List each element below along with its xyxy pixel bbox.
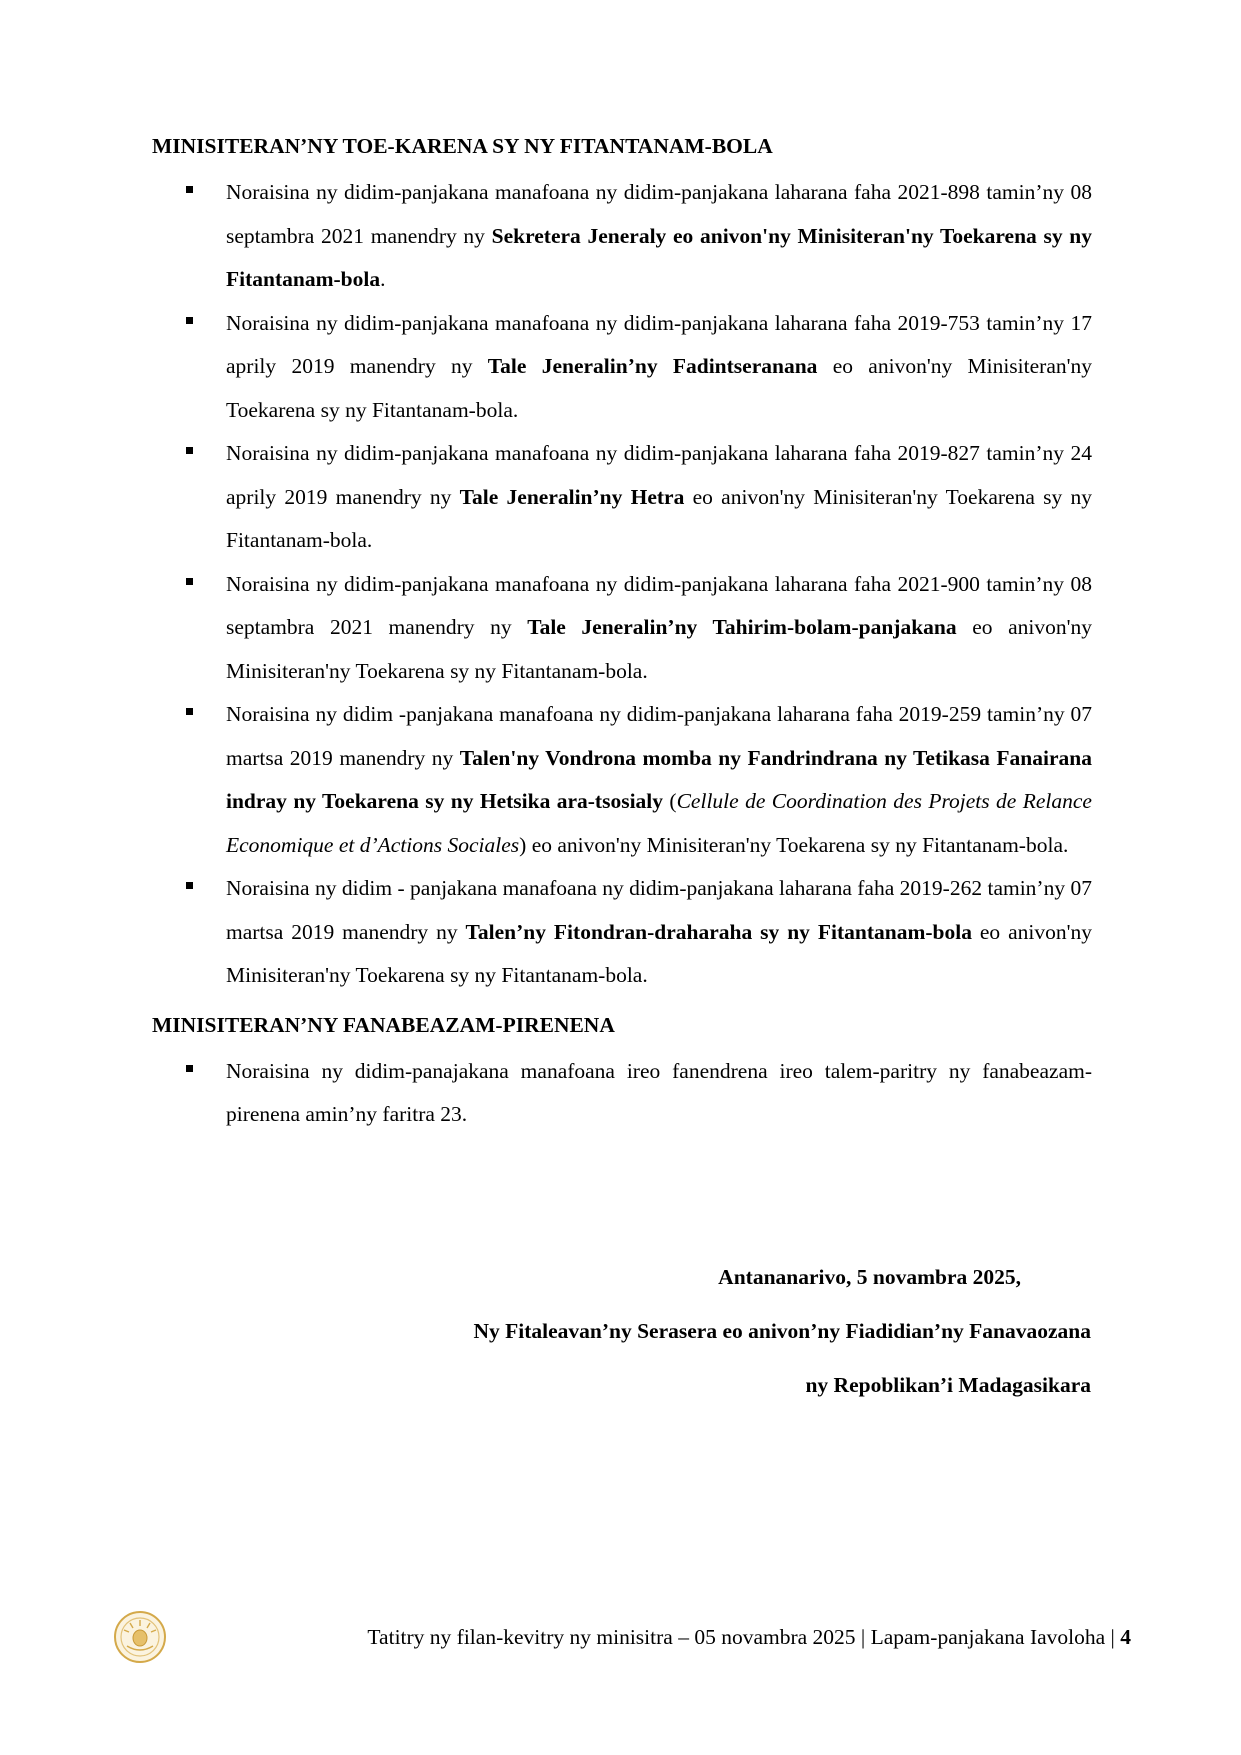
signoff-place-date: Antananarivo, 5 novambra 2025, xyxy=(718,1265,1021,1289)
list-item: Noraisina ny didim-panjakana manafoana ny didim-panjakana laharana faha 2021-900 tamin’ny 08 septambra 2021 manendry ny Tale Jeneralin’ny Tahirim-bolam-panjakana eo anivon'ny Minisiteran'ny Toekarena sy ny Fitantanam-bola. xyxy=(152,563,1092,694)
bullet-icon xyxy=(186,317,193,324)
seal-icon xyxy=(113,1610,167,1664)
signoff-line-1: Ny Fitaleavan’ny Serasera eo anivon’ny Fiadidian’ny Fanavaozana xyxy=(473,1319,1091,1343)
list-item: Noraisina ny didim-panajakana manafoana ireo fanendrena ireo talem-paritry ny fanabeazam-pirenena amin’ny faritra 23. xyxy=(152,1050,1092,1137)
bullet-icon xyxy=(186,447,193,454)
list-item: Noraisina ny didim-panjakana manafoana ny didim-panjakana laharana faha 2019-753 tamin’ny 17 aprily 2019 manendry ny Tale Jeneralin’ny Fadintseranana eo anivon'ny Minisiteran'ny Toekarena sy ny Fitantanam-bola. xyxy=(152,302,1092,433)
footer-text: Tatitry ny filan-kevitry ny minisitra – 05 novambra 2025 | Lapam-panjakana Iavoloha | 4 xyxy=(367,1625,1131,1649)
page-footer xyxy=(0,1610,1241,1660)
document-body xyxy=(152,131,1092,1137)
list-item: Noraisina ny didim-panjakana manafoana ny didim-panjakana laharana faha 2019-827 tamin’ny 24 aprily 2019 manendry ny Tale Jeneralin’ny Hetra eo anivon'ny Minisiteran'ny Toekarena sy ny Fitantanam-bola. xyxy=(152,432,1092,563)
bullet-icon xyxy=(186,186,193,193)
section-heading-education: MINISITERAN’NY FANABEAZAM-PIRENENA xyxy=(152,1012,615,1037)
bullet-icon xyxy=(186,882,193,889)
bullet-icon xyxy=(186,578,193,585)
section-list-education xyxy=(152,1050,1092,1137)
list-item: Noraisina ny didim -panjakana manafoana ny didim-panjakana laharana faha 2019-259 tamin’ny 07 martsa 2019 manendry ny Talen'ny Vondrona momba ny Fandrindrana ny Tetikasa Fanairana indray ny Toekarena sy ny Hetsika ara-tsosialy (Cellule de Coordination des Projets de Relance Economique et d’Actions Sociales) eo anivon'ny Minisiteran'ny Toekarena sy ny Fitantanam-bola. xyxy=(152,693,1092,867)
section-heading-economy: MINISITERAN’NY TOE-KARENA SY NY FITANTANAM-BOLA xyxy=(152,134,773,158)
list-item: Noraisina ny didim-panjakana manafoana ny didim-panjakana laharana faha 2021-898 tamin’ny 08 septambra 2021 manendry ny Sekretera Jeneraly eo anivon'ny Minisiteran'ny Toekarena sy ny Fitantanam-bola. xyxy=(152,171,1092,302)
bullet-icon xyxy=(186,708,193,715)
section-list-economy xyxy=(152,171,1092,998)
page-number: 4 xyxy=(1120,1625,1131,1649)
signoff-line-2: ny Repoblikan’i Madagasikara xyxy=(805,1373,1091,1397)
list-item: Noraisina ny didim - panjakana manafoana ny didim-panjakana laharana faha 2019-262 tamin’ny 07 martsa 2019 manendry ny Talen’ny Fitondran-draharaha sy ny Fitantanam-bola eo anivon'ny Minisiteran'ny Toekarena sy ny Fitantanam-bola. xyxy=(152,867,1092,998)
bullet-icon xyxy=(186,1065,193,1072)
